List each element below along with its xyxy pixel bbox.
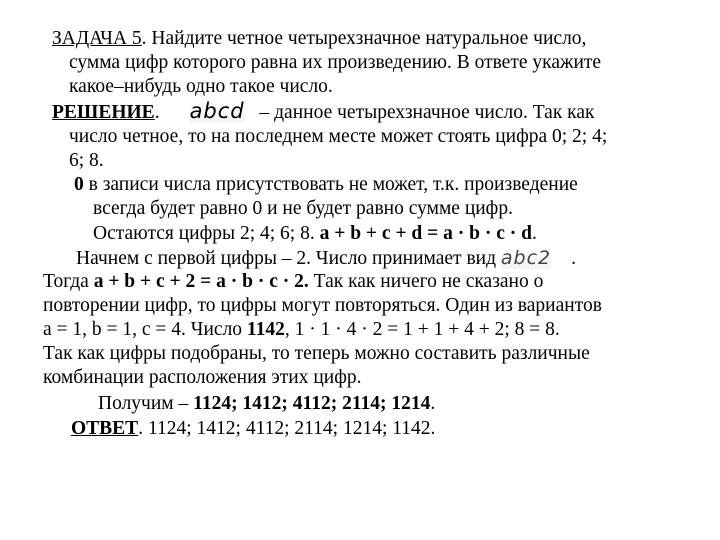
result-end: . — [430, 393, 436, 414]
then-rest: Так как ничего не сказано о — [308, 271, 544, 292]
start-text: Начнем с первой цифры – 2. Число принимает вид — [76, 248, 501, 269]
variant-check: , 1 · 1 · 4 · 2 = 1 + 1 + 4 + 2; 8 = 8. — [284, 319, 560, 340]
then-text: Тогда — [43, 271, 94, 292]
task-line-3: какое–нибудь одно такое число. — [69, 76, 333, 97]
zero-text: в записи числа присутствовать не может, т.к. произведение — [83, 174, 578, 195]
task-line-2: сумма цифр которого равна их произведению. В ответе укажите — [69, 52, 602, 73]
result-line — [98, 393, 435, 415]
start-end: . — [571, 248, 577, 269]
result-text: Получим – — [98, 393, 194, 414]
variant-number: 1142 — [246, 319, 285, 340]
start-line — [76, 247, 576, 270]
answer-line — [71, 418, 435, 440]
answer-text: . 1124; 1412; 4112; 2114; 1214; 1142. — [138, 418, 436, 439]
zero-digit: 0 — [74, 174, 84, 195]
repeat-line: повторении цифр, то цифры могут повторяться. Один из вариантов — [43, 295, 602, 316]
result-numbers: 1124; 1412; 4112; 2114; 1214 — [193, 393, 431, 414]
task-line-1 — [52, 28, 586, 50]
remain-line — [93, 223, 537, 245]
zero-line-2: всегда будет равно 0 и не будет равно сумме цифр. — [93, 198, 513, 219]
variant-line — [43, 319, 560, 341]
remain-text: Остаются цифры 2; 4; 6; 8. — [93, 223, 320, 244]
solution-dot: . — [154, 102, 160, 123]
then-line — [43, 271, 543, 293]
solution-line-3: 6; 8. — [69, 150, 104, 171]
solution-line-2: число четное, то на последнем месте может стоять цифра 0; 2; 4; — [69, 126, 608, 147]
zero-line — [74, 174, 578, 196]
formula-abcd: abcd — [189, 99, 245, 123]
remain-equation: a + b + c + d = a · b · c · d — [319, 223, 532, 244]
variant-text: a = 1, b = 1, c = 4. Число — [43, 319, 247, 340]
combination-line-2: комбинации расположения этих цифр. — [43, 367, 362, 388]
solution-line-1 — [52, 100, 594, 124]
combination-line-1: Так как цифры подобраны, то теперь можно составить различные — [43, 343, 590, 364]
solution-label: РЕШЕНИЕ — [52, 102, 155, 123]
formula-abc2: abc2 — [500, 247, 552, 269]
task-label: ЗАДАЧА 5 — [52, 28, 142, 49]
solution-line-1-rest: – данное четырехзначное число. Так как — [254, 102, 595, 123]
answer-label: ОТВЕТ — [71, 418, 139, 439]
then-equation: a + b + c + 2 = a · b · c · 2. — [93, 271, 309, 292]
remain-end: . — [532, 223, 537, 244]
task-text-1: . Найдите четное четырехзначное натуральное число, — [141, 28, 587, 49]
